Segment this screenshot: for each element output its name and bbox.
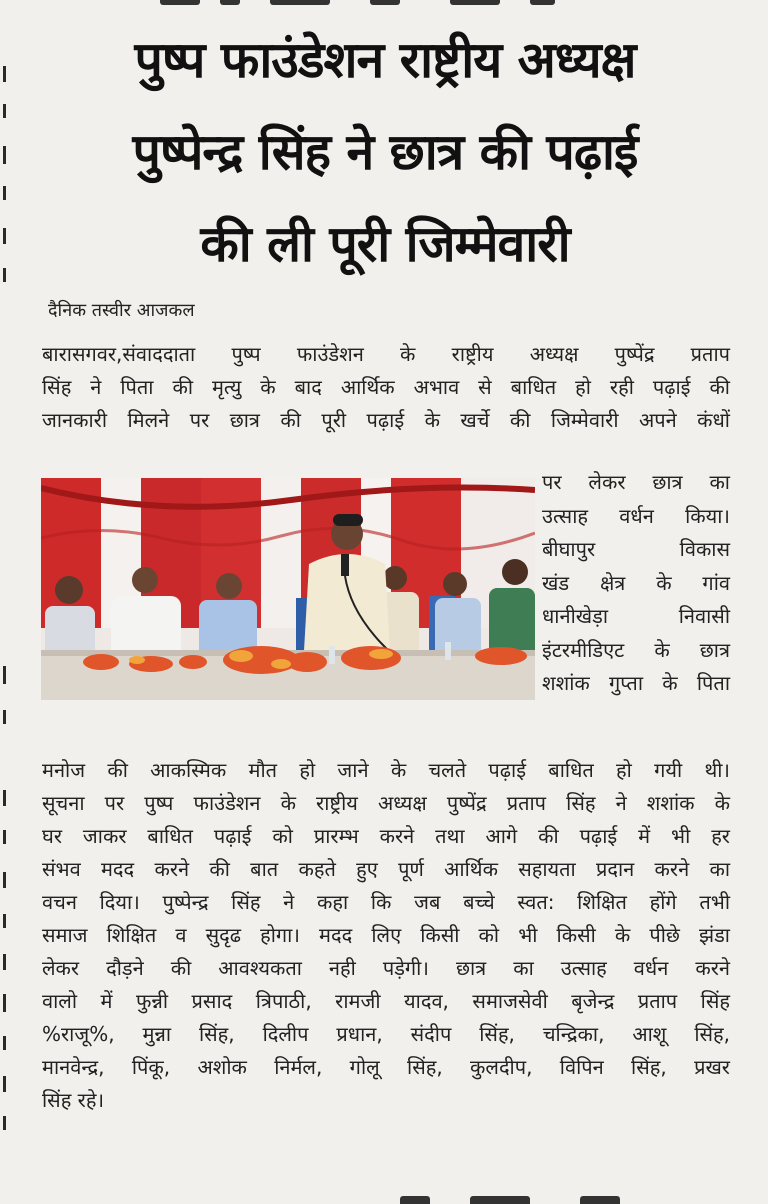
text-line: पर लेकर छात्र का — [542, 470, 730, 494]
text-line: समाज शिक्षित व सुदृढ होगा। मदद लिए किसी को भी किसी के पीछे झंडा — [42, 923, 730, 947]
text-line: जानकारी मिलने पर छात्र की पूरी पढ़ाई के खर्चे की जिम्मेवारी अपने कंधों — [42, 408, 730, 432]
text-line: घर जाकर बाधित पढ़ाई को प्रारम्भ करने तथा आगे की पढ़ाई में भी हर — [42, 824, 730, 848]
text-line: मनोज की आकस्मिक मौत हो जाने के चलते पढ़ाई बाधित हो गयी थी। — [42, 758, 730, 782]
headline-line-2: पुष्पेन्द्र सिंह ने छात्र की पढ़ाई — [132, 123, 638, 181]
text-line: बीघापुर विकास — [542, 537, 730, 561]
text-line: मानवेन्द्र, पिंकू, अशोक निर्मल, गोलू सिंह, कुलदीप, विपिन सिंह, प्रखर — [42, 1055, 730, 1079]
headline — [30, 14, 740, 290]
headline-line-1: पुष्प फाउंडेशन राष्ट्रीय अध्यक्ष — [134, 31, 636, 89]
speaker-at-event-image — [41, 478, 535, 700]
event-photo — [41, 478, 535, 700]
text-line: उत्साह वर्धन किया। — [542, 503, 730, 528]
cropped-text-below — [380, 1192, 680, 1204]
cropped-text-above — [150, 0, 590, 6]
text-line: धानीखेड़ा निवासी — [542, 604, 730, 628]
text-line: सूचना पर पुष्प फाउंडेशन के राष्ट्रीय अध्यक्ष पुष्पेंद्र प्रताप सिंह ने शशांक के — [42, 791, 730, 815]
paragraph-top — [42, 338, 730, 437]
text-line: लेकर दौड़ने की आवश्यकता नही पड़ेगी। छात्र का उत्साह वर्धन करने — [42, 956, 730, 980]
paragraph-bottom — [42, 754, 730, 1117]
headline-line-3: की ली पूरी जिम्मेवारी — [200, 215, 570, 273]
text-line: बारासगवर,संवाददाता पुष्प फाउंडेशन के राष्ट्रीय अध्यक्ष पुष्पेंद्र प्रताप — [42, 342, 730, 366]
source-credit: दैनिक तस्वीर आजकल — [48, 300, 195, 321]
text-line: शशांक गुप्ता के पिता — [542, 671, 730, 695]
text-line: खंड क्षेत्र के गांव — [542, 570, 730, 595]
text-line: इंटरमीडिएट के छात्र — [542, 637, 730, 662]
text-line: वालो में फुन्नी प्रसाद त्रिपाठी, रामजी यादव, समाजसेवी बृजेन्द्र प्रताप सिंह — [42, 989, 730, 1013]
side-column — [542, 466, 730, 701]
text-line: %राजू%, मुन्ना सिंह, दिलीप प्रधान, संदीप सिंह, चन्द्रिका, आशू सिंह, — [42, 1022, 730, 1046]
text-line: सिंह रहे। — [42, 1088, 105, 1112]
text-line: संभव मदद करने की बात कहते हुए पूर्ण आर्थिक सहायता प्रदान करने का — [42, 857, 730, 881]
text-line: वचन दिया। पुष्पेन्द्र सिंह ने कहा कि जब बच्चे स्वत: शिक्षित होंगे तभी — [42, 890, 730, 914]
adjacent-column-edge — [0, 0, 14, 1204]
text-line: सिंह ने पिता की मृत्यु के बाद आर्थिक अभाव से बाधित हो रही पढ़ाई की — [42, 375, 730, 399]
